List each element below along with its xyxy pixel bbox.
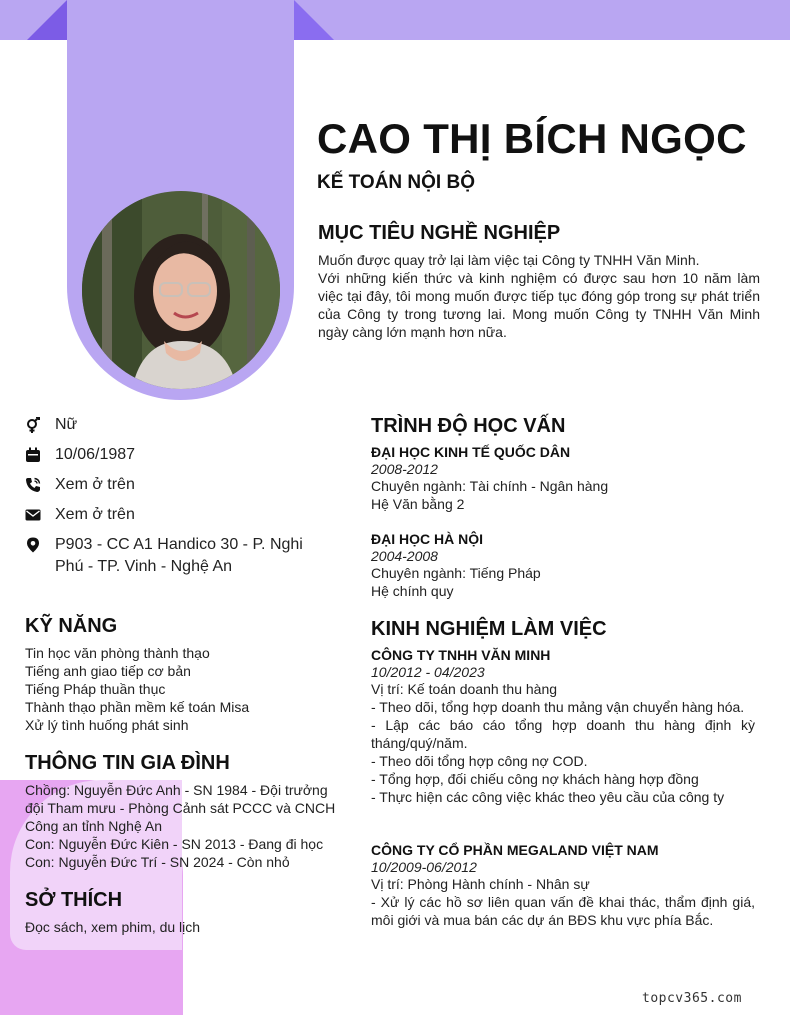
job-period: 10/2012 - 04/2023 (371, 664, 485, 680)
school-major: Chuyên ngành: Tài chính - Ngân hàng (371, 478, 609, 494)
experience-job-2 (371, 842, 755, 929)
address-line-1: P903 - CC A1 Handico 30 - P. Nghi (55, 536, 303, 553)
experience-title: KINH NGHIỆM LÀM VIỆC (371, 618, 607, 640)
experience-job-1 (371, 647, 755, 806)
email-value: Xem ở trên (55, 506, 135, 523)
candidate-role: KẾ TOÁN NỘI BỘ (317, 172, 475, 193)
address-line-2: Phú - TP. Vinh - Nghệ An (55, 558, 233, 575)
family-line: Con: Nguyễn Đức Trí - SN 2024 - Còn nhỏ (25, 854, 290, 870)
school-period: 2008-2012 (371, 461, 438, 477)
skill-item: Xử lý tình huống phát sinh (25, 717, 189, 733)
job-duty: - Theo dõi tổng hợp công nợ COD. (371, 753, 588, 769)
email-row (25, 504, 315, 526)
hobbies-title: SỞ THÍCH (25, 889, 123, 911)
family-title: THÔNG TIN GIA ĐÌNH (25, 752, 230, 774)
company-name: CÔNG TY TNHH VĂN MINH (371, 647, 551, 663)
objective-line-2: Với những kiến thức và kinh nghiệm có được sau hơn 10 năm làm việc tại đây, tôi mong muốn được tiếp tục đóng góp trong sự phát triển của Công ty trong tương lai. Mong muốn Công ty TNHH Văn Minh ngày càng lớn mạnh hơn nữa. (318, 270, 760, 340)
calendar-icon (25, 447, 41, 463)
education-school-1 (371, 444, 761, 513)
skill-item: Tiếng anh giao tiếp cơ bản (25, 663, 191, 679)
hobbies-text: Đọc sách, xem phim, du lịch (25, 919, 201, 935)
dob-row (25, 444, 315, 466)
skills-title: KỸ NĂNG (25, 615, 118, 637)
phone-value: Xem ở trên (55, 476, 135, 493)
phone-row (25, 474, 315, 496)
job-position: Vị trí: Phòng Hành chính - Nhân sự (371, 876, 590, 892)
location-pin-icon (25, 537, 41, 553)
address-value (55, 534, 303, 578)
corner-triangle-left (27, 0, 67, 40)
job-duty: - Tổng hợp, đối chiếu công nợ khách hàng hợp đồng (371, 771, 699, 787)
education-school-2 (371, 531, 761, 600)
phone-icon (25, 477, 41, 493)
school-degree: Hệ chính quy (371, 583, 454, 599)
skill-item: Tin học văn phòng thành thạo (25, 645, 210, 661)
address-row (25, 534, 315, 578)
profile-photo (82, 191, 280, 389)
skill-item: Tiếng Pháp thuần thục (25, 681, 166, 697)
objective-text (318, 251, 760, 341)
school-degree: Hệ Văn bằng 2 (371, 496, 465, 512)
school-name: ĐẠI HỌC HÀ NỘI (371, 531, 483, 547)
objective-title: MỤC TIÊU NGHỀ NGHIỆP (318, 222, 561, 244)
family-list (25, 781, 335, 871)
gender-row (25, 414, 315, 436)
job-duty: - Thực hiện các công việc khác theo yêu cầu của công ty (371, 789, 725, 805)
family-line: Con: Nguyễn Đức Kiên - SN 2013 - Đang đi học (25, 836, 324, 852)
job-period: 10/2009-06/2012 (371, 859, 477, 875)
job-position: Vị trí: Kế toán doanh thu hàng (371, 681, 558, 697)
corner-triangle-right (294, 0, 334, 40)
school-major: Chuyên ngành: Tiếng Pháp (371, 565, 541, 581)
brand-watermark: topcv365.com (642, 991, 742, 1006)
objective-line-1: Muốn được quay trở lại làm việc tại Công ty TNHH Văn Minh. (318, 252, 700, 268)
gender-icon (25, 417, 41, 433)
family-line: Chồng: Nguyễn Đức Anh - SN 1984 - Đội trưởng (25, 782, 328, 798)
job-duty: - Theo dõi, tổng hợp doanh thu mảng vận chuyển hàng hóa. (371, 699, 745, 715)
dob-value: 10/06/1987 (55, 446, 136, 463)
envelope-icon (25, 507, 41, 523)
gender-value: Nữ (55, 416, 78, 433)
job-duty: - Xử lý các hồ sơ liên quan vấn đề khai thác, thẩm định giá, môi giới và mua bán các dự án BĐS khu vực phía Bắc. (371, 894, 755, 928)
family-line: Công an tỉnh Nghệ An (25, 818, 162, 834)
job-duty: - Lập các báo cáo tổng hợp doanh thu hàng định kỳ tháng/quý/năm. (371, 717, 755, 751)
company-name: CÔNG TY CỔ PHẦN MEGALAND VIỆT NAM (371, 842, 659, 858)
family-line: đội Tham mưu - Phòng Cảnh sát PCCC và CNCH (25, 800, 336, 816)
school-period: 2004-2008 (371, 548, 438, 564)
education-title: TRÌNH ĐỘ HỌC VẤN (371, 415, 566, 437)
candidate-name: CAO THỊ BÍCH NGỌC (317, 115, 747, 162)
skills-list (25, 644, 249, 734)
school-name: ĐẠI HỌC KINH TẾ QUỐC DÂN (371, 444, 571, 460)
skill-item: Thành thạo phần mềm kế toán Misa (25, 699, 250, 715)
